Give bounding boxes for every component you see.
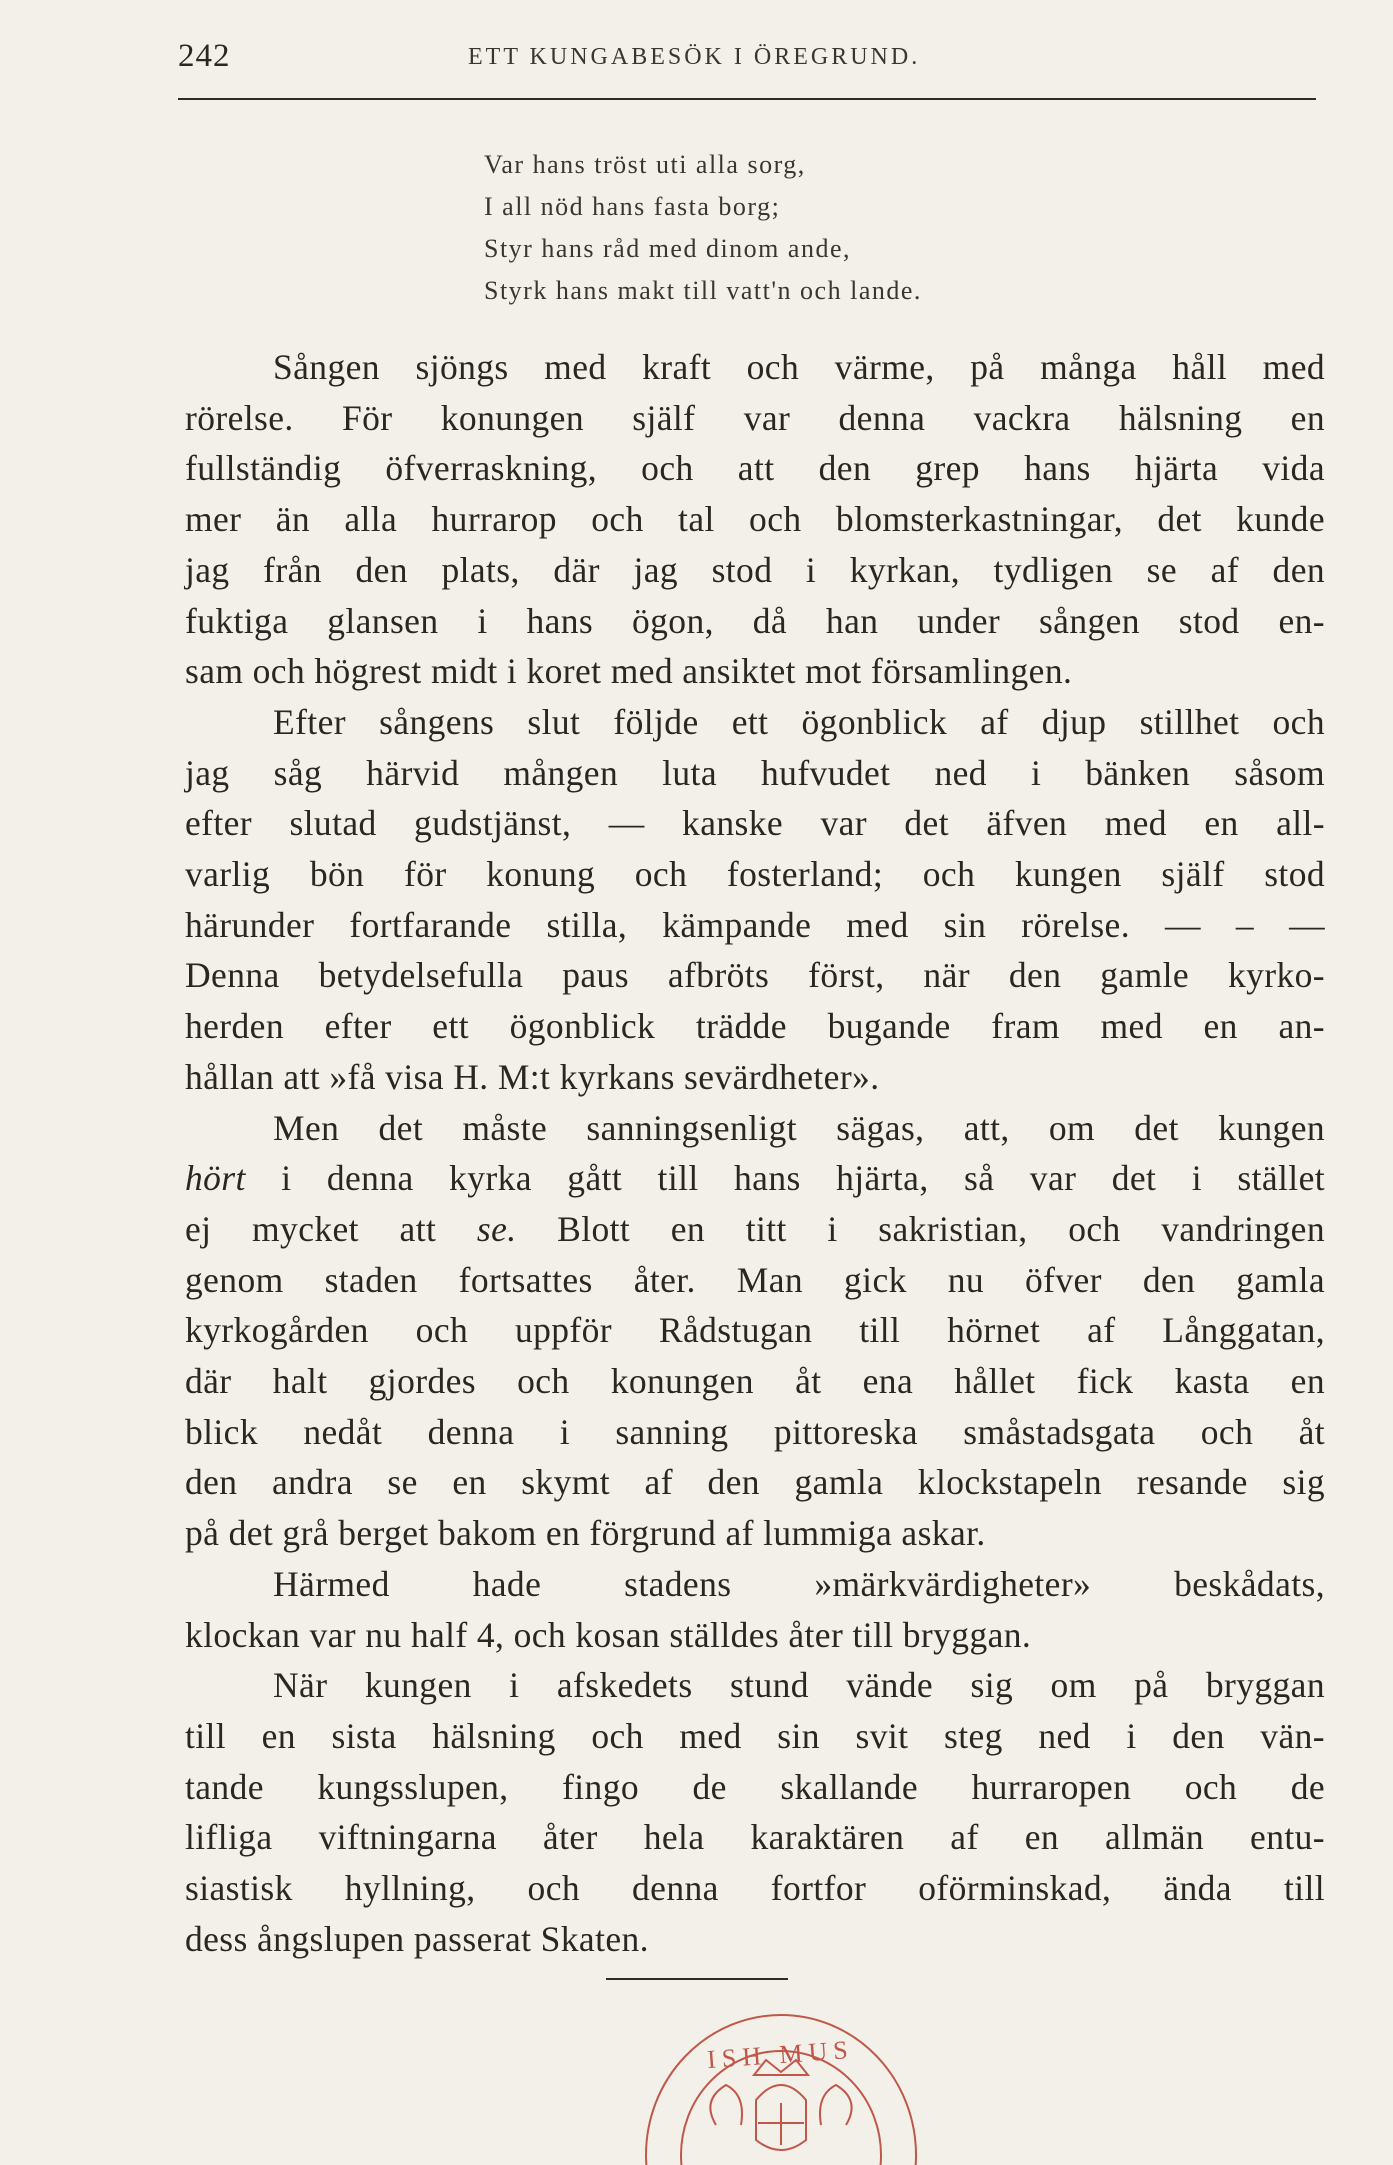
running-head <box>178 38 1316 78</box>
italic-word: se. <box>476 1208 517 1249</box>
page-number: 242 <box>178 38 231 74</box>
text-line: hållan att »få visa H. M:t kyrkans sevärdheter». <box>185 1056 880 1097</box>
svg-text:ISH MUS: ISH MUS <box>706 2034 855 2075</box>
verse-line: Styrk hans makt till vatt'n och lande. <box>484 276 922 305</box>
text-line: rörelse. För konungen själf var denna vackra hälsning en <box>185 397 1325 438</box>
text-line: varlig bön för konung och fosterland; och kungen själf stod <box>185 854 1325 895</box>
text-line: kyrkogården och uppför Rådstugan till hörnet af Långgatan, <box>185 1310 1325 1351</box>
italic-word: hört <box>185 1158 246 1199</box>
text-line: sam och högrest midt i koret med ansiktet mot församlingen. <box>185 651 1073 692</box>
text-line: härunder fortfarande stilla, kämpande med sin rörelse. — – — <box>185 904 1325 945</box>
library-stamp <box>636 2005 926 2165</box>
verse-line: Var hans tröst uti alla sorg, <box>484 150 806 179</box>
text-line: jag från den plats, där jag stod i kyrkan, tydligen se af den <box>185 549 1325 590</box>
running-title: ETT KUNGABESÖK I ÖREGRUND. <box>468 44 921 70</box>
text-line: efter slutad gudstjänst, — kanske var det äfven med en all- <box>185 803 1325 844</box>
text-line: siastisk hyllning, och denna fortfor oförminskad, ända till <box>185 1868 1325 1909</box>
text-line: fuktiga glansen i hans ögon, då han under sången stod en- <box>185 600 1325 641</box>
text-line <box>185 1153 1325 1204</box>
unicorn-supporter-icon <box>820 2085 852 2125</box>
text-line <box>185 1204 1325 1255</box>
text-line: Denna betydelsefulla paus afbröts först, när den gamle kyrko- <box>185 955 1325 996</box>
verse-line: Styr hans råd med dinom ande, <box>484 234 851 263</box>
text-line: Härmed hade stadens »märkvärdigheter» beskådats, <box>273 1563 1325 1604</box>
text-line: herden efter ett ögonblick trädde bugande fram med en an- <box>185 1006 1325 1047</box>
text-line: Sången sjöngs med kraft och värme, på många håll med <box>273 347 1325 387</box>
text-fragment: ej mycket att <box>185 1208 477 1249</box>
text-line: klockan var nu half 4, och kosan ställdes åter till bryggan. <box>185 1614 1032 1655</box>
text-line: på det grå berget bakom en förgrund af lummiga askar. <box>185 1513 986 1554</box>
text-line: fullständig öfverraskning, och att den grep hans hjärta vida <box>185 448 1325 489</box>
text-line: Efter sångens slut följde ett ögonblick af djup stillhet och <box>273 701 1325 742</box>
text-line: den andra se en skymt af den gamla klockstapeln resande sig <box>185 1462 1325 1503</box>
lion-supporter-icon <box>710 2085 742 2125</box>
text-line: genom staden fortsattes åter. Man gick nu öfver den gamla <box>185 1259 1325 1300</box>
body-text <box>185 342 1325 1965</box>
text-line: mer än alla hurrarop och tal och blomsterkastningar, det kunde <box>185 499 1325 540</box>
end-rule <box>606 1978 788 1980</box>
text-line: När kungen i afskedets stund vände sig om på bryggan <box>273 1665 1325 1706</box>
verse-line: I all nöd hans fasta borg; <box>484 192 781 221</box>
text-line: tande kungsslupen, fingo de skallande hurraropen och de <box>185 1766 1325 1807</box>
text-line: dess ångslupen passerat Skaten. <box>185 1918 649 1959</box>
text-line: jag såg härvid mången luta hufvudet ned i bänken såsom <box>185 752 1325 793</box>
text-line: Men det måste sanningsenligt sägas, att, om det kungen <box>273 1107 1325 1148</box>
text-line: där halt gjordes och konungen åt ena hållet fick kasta en <box>185 1361 1325 1402</box>
text-line: blick nedåt denna i sanning pittoreska småstadsgata och åt <box>185 1411 1325 1452</box>
verse-stanza <box>484 144 1184 312</box>
text-line: till en sista hälsning och med sin svit steg ned i den vän- <box>185 1715 1325 1756</box>
header-rule <box>178 98 1316 100</box>
text-fragment: i denna kyrka gått till hans hjärta, så var det i stället <box>245 1158 1325 1199</box>
text-line: lifliga viftningarna åter hela karaktären af en allmän entu- <box>185 1817 1325 1858</box>
text-fragment: Blott en titt i sakristian, och vandringen <box>516 1208 1325 1249</box>
